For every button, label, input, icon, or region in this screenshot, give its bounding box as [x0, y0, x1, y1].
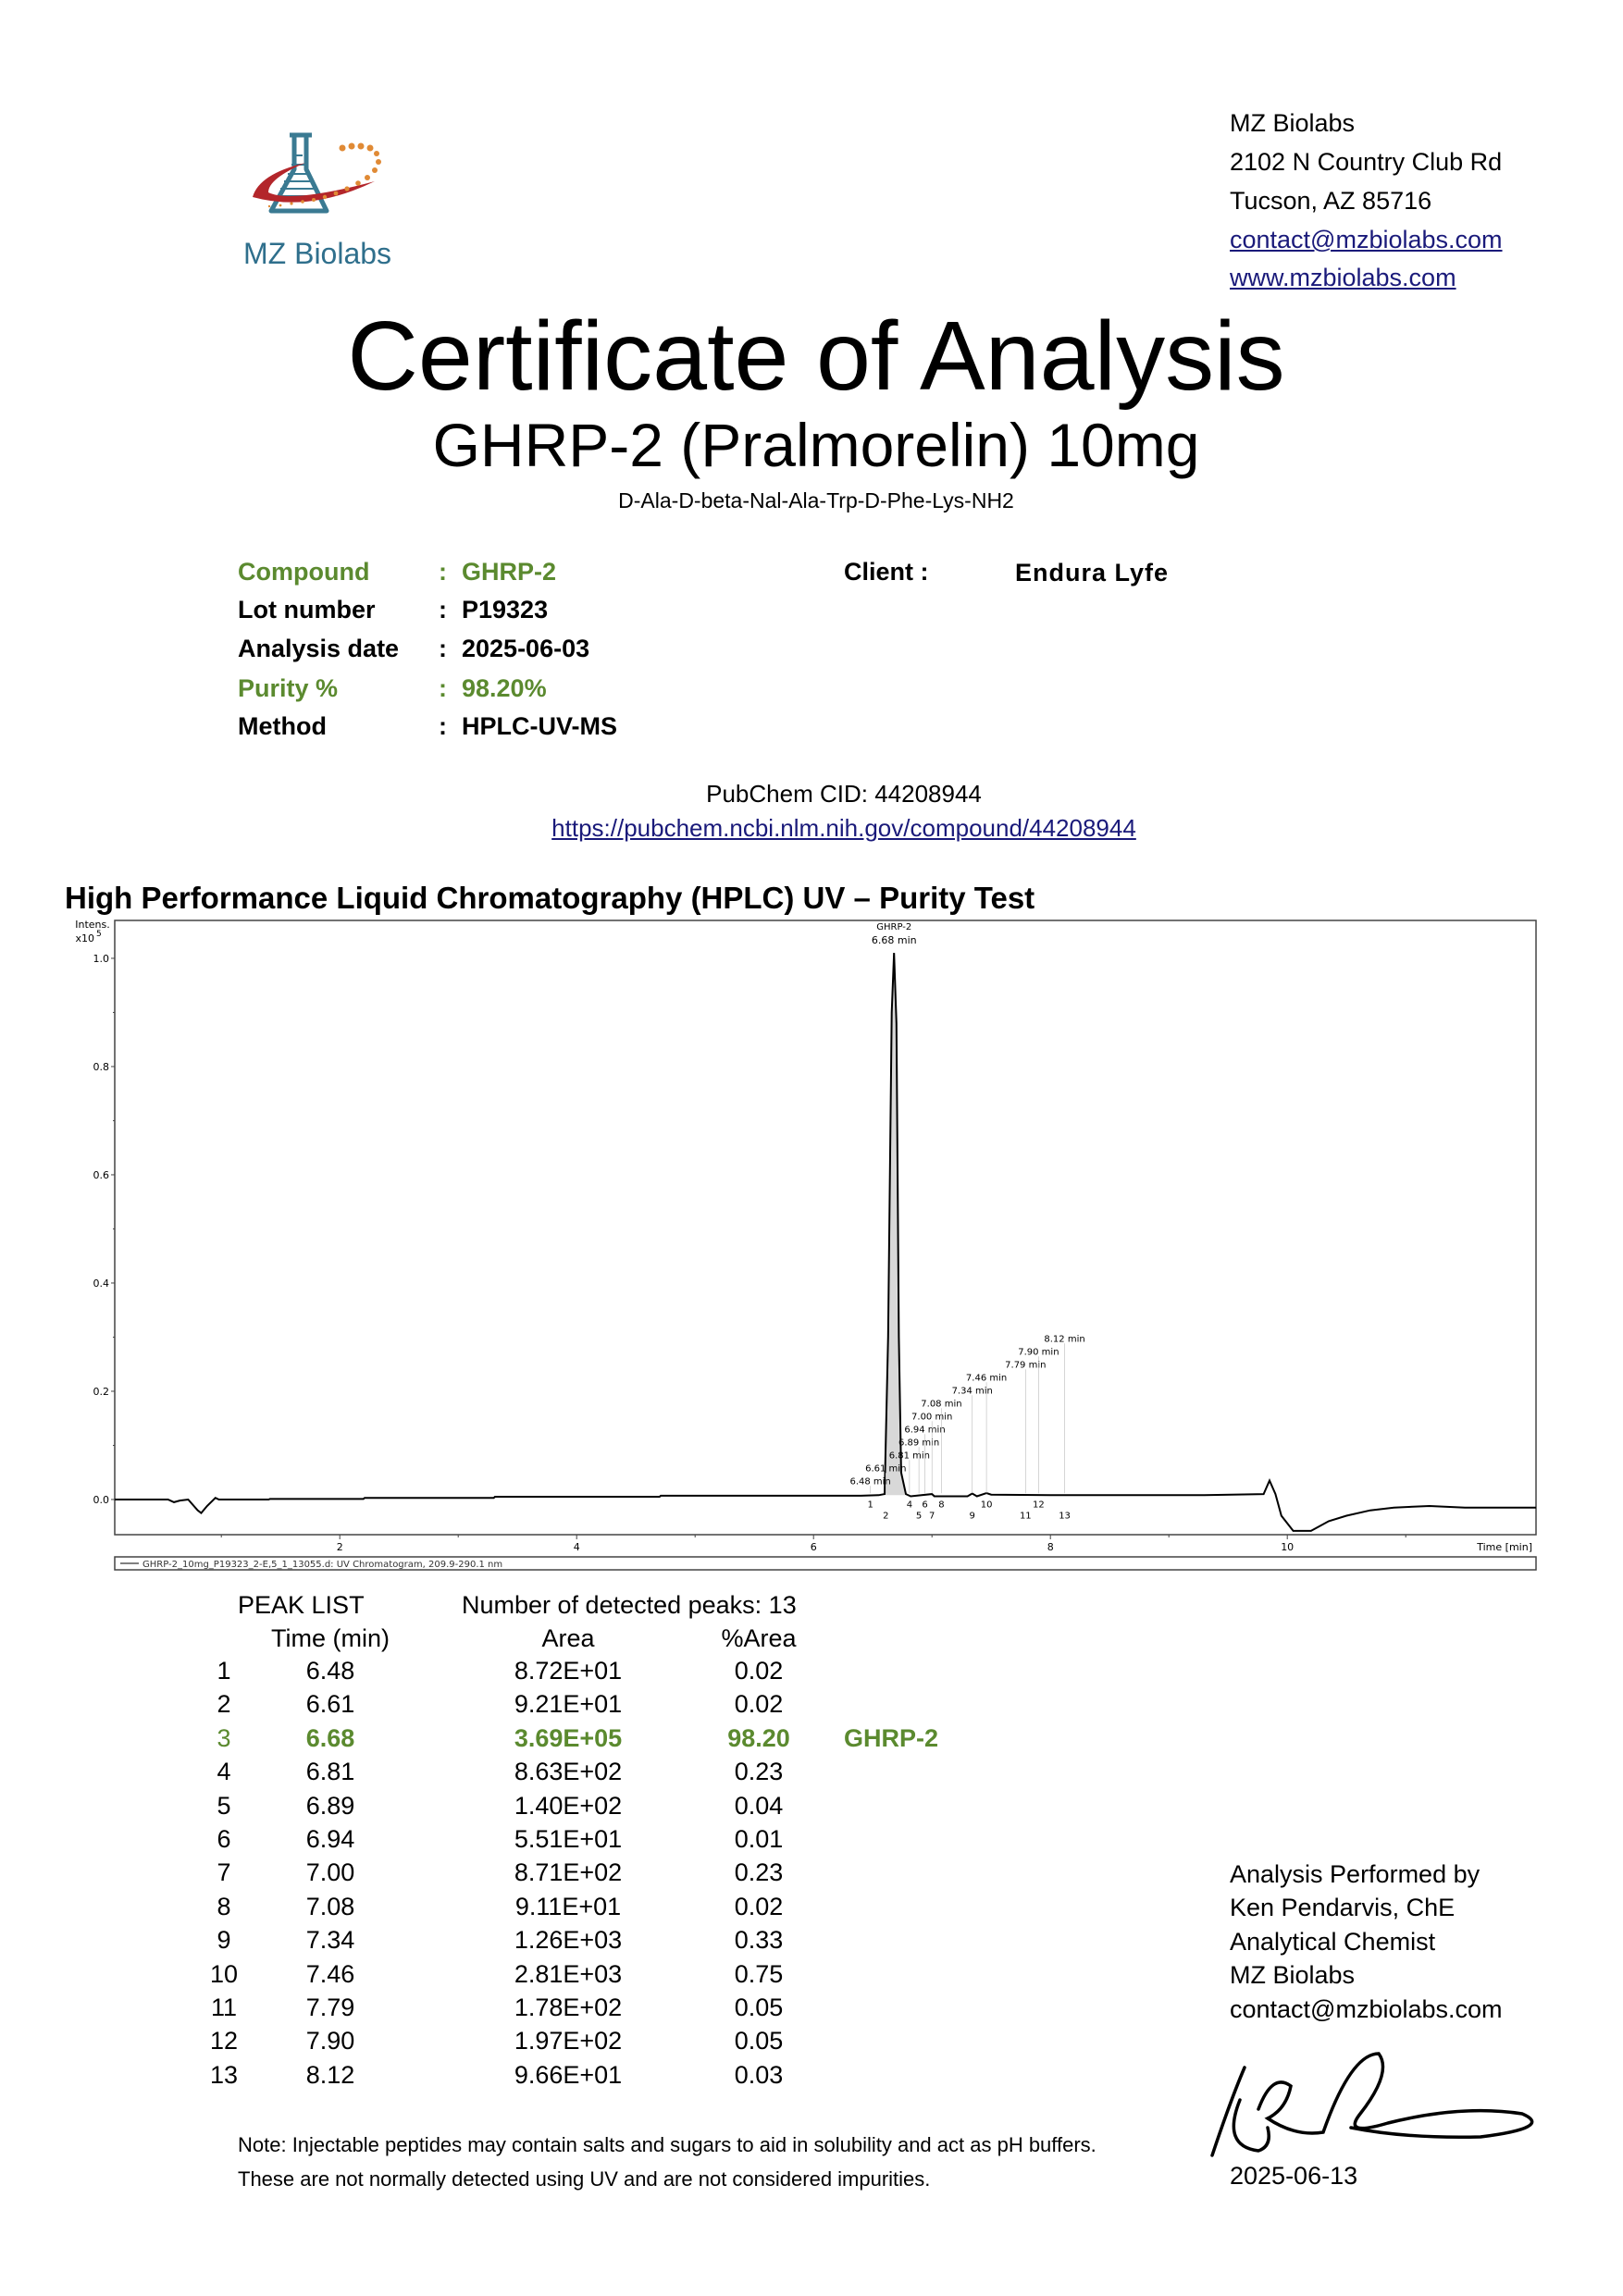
- page-title: Certificate of Analysis: [347, 302, 1285, 411]
- peak-number-label: 4: [906, 1500, 913, 1511]
- peak-number: 7: [217, 1858, 231, 1887]
- peak-time: 6.68: [305, 1723, 355, 1752]
- peptide-sequence: D-Ala-D-beta-Nal-Ala-Trp-D-Phe-Lys-NH2: [618, 488, 1014, 512]
- peak-number: 3: [217, 1723, 231, 1752]
- peak-time-label: 7.46 min: [965, 1373, 1008, 1384]
- peak-number-label: 8: [938, 1500, 945, 1511]
- peak-time-label: 7.08 min: [921, 1399, 962, 1410]
- peak-time-label: 8.12 min: [1044, 1334, 1085, 1345]
- peak-time: 6.94: [305, 1825, 355, 1853]
- purity-label: Purity %: [238, 674, 339, 702]
- peak-area: 8.71E+02: [514, 1858, 623, 1887]
- peak-number: 6: [217, 1825, 231, 1853]
- company-website-link[interactable]: www.mzbiolabs.com: [1230, 264, 1456, 291]
- y-tick-label: 1.0: [93, 952, 109, 965]
- header-pct-area: %Area: [721, 1624, 797, 1652]
- peak-time-label: 6.94 min: [904, 1425, 946, 1436]
- peak-pct-area: 0.05: [734, 1994, 784, 2021]
- peak-area: 1.40E+02: [514, 1791, 623, 1820]
- company-address-line1: 2102 N Country Club Rd: [1230, 148, 1503, 176]
- y-tick-label: 0.2: [93, 1385, 109, 1398]
- plot-frame: [115, 920, 1536, 1535]
- company-email-link[interactable]: contact@mzbiolabs.com: [1230, 226, 1503, 253]
- peak-compound-name: GHRP-2: [844, 1723, 939, 1752]
- peak-time: 7.79: [305, 1994, 355, 2021]
- peak-pct-area: 0.33: [734, 1926, 784, 1955]
- analysis-date-label: Analysis date: [238, 635, 400, 662]
- peak-pct-area: 0.75: [734, 1959, 784, 1988]
- peak-time: 7.00: [305, 1858, 355, 1887]
- y-tick-label: 0.4: [93, 1277, 109, 1290]
- peak-area: 1.97E+02: [514, 2027, 623, 2055]
- compound-value: GHRP-2: [462, 558, 557, 586]
- peak-number-label: 10: [980, 1500, 993, 1511]
- peak-time-label: 7.79 min: [1005, 1360, 1047, 1371]
- peak-count: Number of detected peaks: 13: [462, 1591, 797, 1619]
- compound-label: Compound: [238, 558, 370, 586]
- peak-number: 10: [209, 1959, 239, 1988]
- note-line-1: Note: Injectable peptides may contain salts and sugars to aid in solubility and act as pH buffers.: [238, 2133, 1096, 2156]
- main-peak-fill: [885, 953, 906, 1495]
- y-axis-scale-exponent: 5: [96, 930, 102, 939]
- peak-number: 12: [209, 2027, 239, 2055]
- peak-number: 13: [209, 2060, 239, 2089]
- peak-area: 1.26E+03: [514, 1926, 623, 1955]
- analyst-email: contact@mzbiolabs.com: [1230, 1995, 1503, 2023]
- peak-pct-area: 0.03: [734, 2060, 784, 2089]
- peak-number-label: 11: [1019, 1511, 1032, 1522]
- y-axis-label: Intens.: [75, 919, 110, 931]
- peak-time-label: 6.89 min: [898, 1438, 940, 1449]
- peak-area: 8.63E+02: [514, 1758, 623, 1786]
- y-axis-scale: x10: [75, 932, 94, 944]
- peak-number-label: 1: [867, 1500, 873, 1511]
- peak-time-label: 7.00 min: [911, 1412, 953, 1423]
- company-name: MZ Biolabs: [1230, 109, 1356, 137]
- x-tick-label: 2: [336, 1541, 343, 1553]
- peak-time: 7.08: [305, 1892, 355, 1920]
- analyst-name: Ken Pendarvis, ChE: [1230, 1894, 1456, 1921]
- y-tick-label: 0.8: [93, 1060, 109, 1073]
- pubchem-link[interactable]: https://pubchem.ncbi.nlm.nih.gov/compound/44208944: [551, 814, 1136, 842]
- peak-area: 9.66E+01: [514, 2060, 623, 2089]
- peak-time-label: 7.34 min: [951, 1386, 993, 1397]
- x-axis-label: Time [min]: [1477, 1541, 1532, 1553]
- colon: :: [439, 635, 447, 662]
- analyst-company: MZ Biolabs: [1230, 1961, 1356, 1989]
- peak-time: 8.12: [305, 2060, 355, 2089]
- peak-area: 1.78E+02: [514, 1994, 623, 2021]
- colon: :: [439, 596, 447, 623]
- signature: [1203, 2035, 1573, 2165]
- peak-time: 6.61: [305, 1690, 355, 1719]
- peak-pct-area: 0.02: [734, 1657, 784, 1685]
- colon: :: [439, 558, 447, 586]
- peak-time: 6.81: [305, 1758, 355, 1786]
- peak-number-label: 13: [1059, 1511, 1071, 1522]
- peak-area: 9.11E+01: [514, 1892, 622, 1920]
- hplc-section-title: High Performance Liquid Chromatography (HPLC) UV – Purity Test: [65, 881, 1035, 915]
- peak-time-label: 6.81 min: [888, 1450, 931, 1462]
- purity-value: 98.20%: [462, 674, 547, 702]
- company-address-line2: Tucson, AZ 85716: [1230, 187, 1432, 215]
- peak-time: 7.34: [305, 1926, 355, 1955]
- x-tick-label: 8: [1047, 1541, 1054, 1553]
- logo-text: MZ Biolabs: [243, 237, 392, 270]
- client-label: Client :: [844, 558, 929, 586]
- peak-area: 3.69E+05: [514, 1723, 623, 1752]
- main-peak-time-label: 6.68 min: [871, 934, 917, 946]
- peak-number: 11: [210, 1994, 238, 2021]
- y-tick-label: 0.6: [93, 1168, 109, 1181]
- peak-time: 6.89: [305, 1791, 355, 1820]
- method-value: HPLC-UV-MS: [462, 712, 617, 740]
- lot-number-value: P19323: [462, 596, 549, 623]
- x-tick-label: 10: [1281, 1541, 1295, 1553]
- legend-entry: GHRP-2_10mg_P19323_2-E,5_1_13055.d: UV Chromatogram, 209.9-290.1 nm: [142, 1560, 503, 1570]
- x-tick-label: 4: [573, 1541, 580, 1553]
- peak-number-label: 6: [922, 1500, 928, 1511]
- peak-pct-area: 98.20: [727, 1723, 790, 1752]
- peak-pct-area: 0.04: [734, 1791, 784, 1820]
- peak-area: 2.81E+03: [514, 1959, 623, 1988]
- header-time: Time (min): [271, 1624, 390, 1652]
- peak-area: 5.51E+01: [514, 1825, 623, 1853]
- x-tick-label: 6: [810, 1541, 817, 1553]
- chromatogram-trace: [115, 953, 1536, 1531]
- peak-number-label: 2: [883, 1511, 889, 1522]
- peak-time-label: 7.90 min: [1018, 1347, 1059, 1358]
- colon: :: [439, 674, 447, 702]
- peak-time: 7.90: [305, 2027, 355, 2055]
- peak-number: 4: [217, 1758, 231, 1786]
- peak-number: 5: [217, 1791, 231, 1820]
- peak-number: 1: [217, 1657, 231, 1685]
- signoff-line: Analysis Performed by: [1230, 1860, 1481, 1888]
- peak-pct-area: 0.02: [734, 1892, 784, 1920]
- method-label: Method: [238, 712, 327, 740]
- peak-pct-area: 0.23: [734, 1758, 784, 1786]
- peak-pct-area: 0.01: [734, 1825, 784, 1853]
- header-area: Area: [541, 1624, 595, 1652]
- peak-area: 9.21E+01: [514, 1690, 623, 1719]
- peak-number-label: 9: [969, 1511, 975, 1522]
- peak-number: 8: [217, 1892, 231, 1920]
- analysis-date-value: 2025-06-03: [462, 635, 590, 662]
- peak-pct-area: 0.05: [734, 2027, 784, 2055]
- peak-time-label: 6.61 min: [865, 1463, 907, 1475]
- signoff-date: 2025-06-13: [1230, 2162, 1358, 2190]
- peak-number-label: 12: [1033, 1500, 1045, 1511]
- peak-number-label: 5: [915, 1511, 923, 1522]
- peak-number: 2: [217, 1690, 231, 1719]
- y-tick-label: 0.0: [93, 1493, 109, 1506]
- peak-list-title: PEAK LIST: [238, 1591, 365, 1619]
- note-line-2: These are not normally detected using UV and are not considered impurities.: [238, 2167, 931, 2191]
- peak-pct-area: 0.23: [734, 1858, 784, 1887]
- product-subtitle: GHRP-2 (Pralmorelin) 10mg: [432, 411, 1200, 479]
- client-value: Endura Lyfe: [1015, 559, 1170, 586]
- peak-number-label: 7: [929, 1511, 935, 1522]
- main-peak-name: GHRP-2: [876, 922, 912, 932]
- analyst-title: Analytical Chemist: [1230, 1928, 1436, 1956]
- colon: :: [439, 712, 447, 740]
- peak-time-label: 6.48 min: [849, 1476, 891, 1487]
- peak-time: 7.46: [305, 1959, 355, 1988]
- peak-area: 8.72E+01: [514, 1657, 623, 1685]
- peak-time: 6.48: [305, 1657, 355, 1685]
- peak-number: 9: [217, 1926, 231, 1955]
- pubchem-cid: PubChem CID: 44208944: [706, 780, 982, 808]
- peak-pct-area: 0.02: [734, 1690, 784, 1719]
- lot-number-label: Lot number: [238, 596, 376, 623]
